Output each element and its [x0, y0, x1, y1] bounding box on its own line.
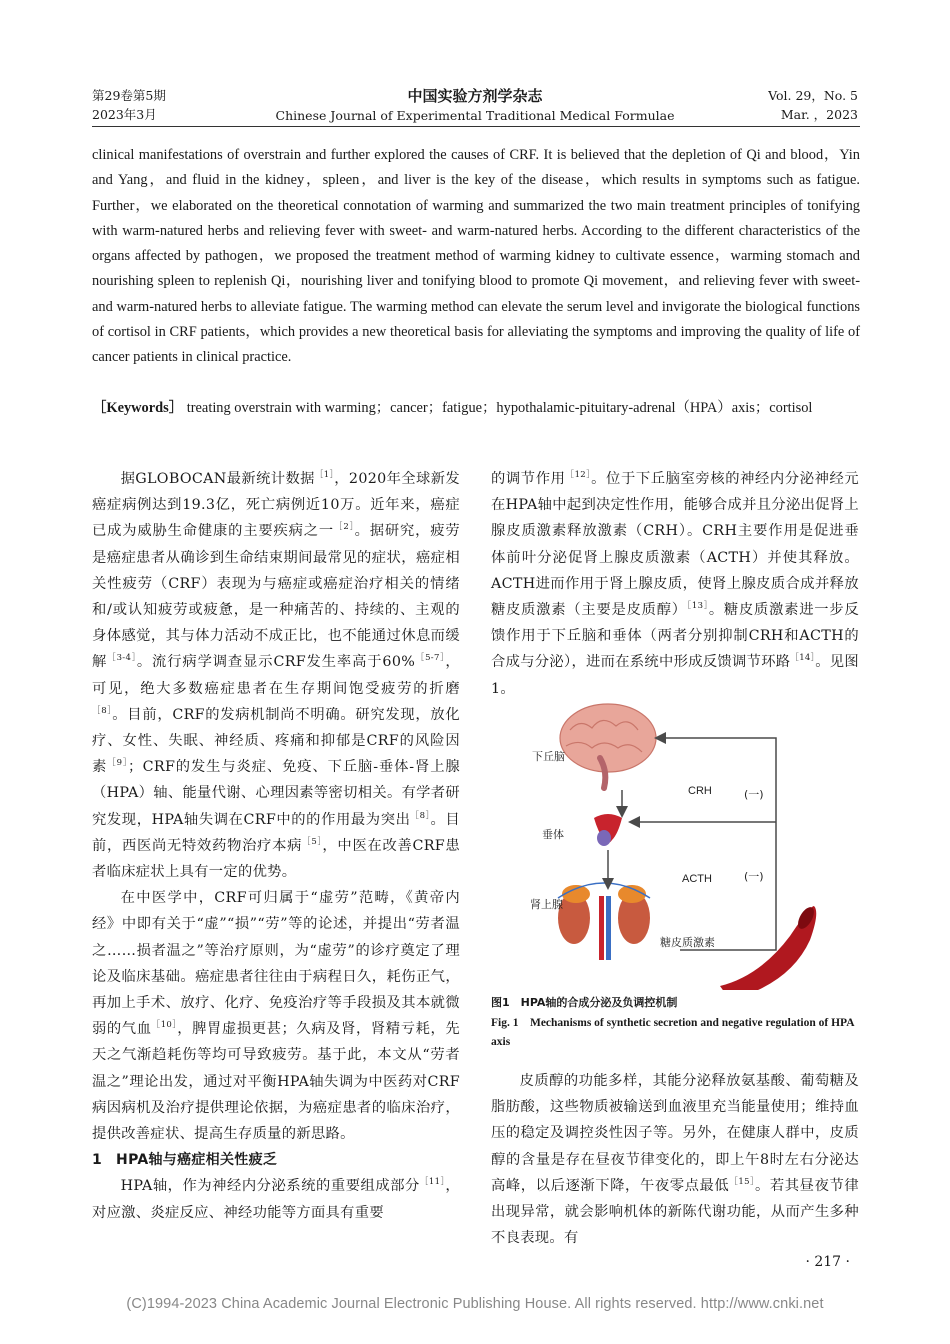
text-run: 。见图1。	[491, 654, 859, 697]
paragraph-hpa-cont	[491, 466, 859, 702]
section-title: HPA轴与癌症相关性疲乏	[116, 1152, 278, 1169]
text-run: 。若其昼夜节律出现异常，就会影响机体的新陈代谢功能，从而产生多种不良表现。有	[491, 1177, 859, 1247]
label-glucocorticoid: 糖皮质激素	[660, 936, 715, 949]
abstract-text: clinical manifestations of overstrain and further explored the causes of CRF. It is believed that the depletion of Qi and blood，Yin and Yang，and fluid in the kidney，spleen，and liver is the key of the disease，which results in symptoms such as fatigue. Further，we elaborated on the theoretical connotation of warming and summarized the two main treatment principles of tonifying with warm-natured herbs and relieving fever with sweet- and warm-natured herbs. According to the different characteristics of the organs affected by pathogen，we proposed the treatment method of warming kidney to cultivate essence，warming stomach and nourishing spleen to replenish Qi，nourishing liver and tonifying blood to promote Qi movement，and relieving fever with sweet- and warm-natured herbs to alleviate fatigue. The warming method can elevate the serum level and invigorate the biological functions of cortisol in CRF patients，which provides a new theoretical basis for alleviating the symptoms and improving the quality of life of cancer patients in clinical practice.	[92, 147, 860, 366]
right-column-top	[491, 466, 859, 702]
citation-ref[interactable]: ［5-7］	[415, 653, 446, 664]
citation-ref[interactable]: ［5］	[302, 837, 323, 848]
figure-svg	[530, 700, 820, 990]
label-negative-1: (一)	[744, 788, 764, 801]
page-number: · 217 ·	[805, 1254, 850, 1270]
section-heading	[92, 1147, 460, 1173]
keywords-text: treating overstrain with warming；cancer；fatigue；hypothalamic-pituitary-adrenal（HPA）axis；cortisol	[186, 400, 813, 416]
citation-ref[interactable]: ［12］	[565, 470, 592, 481]
citation-ref[interactable]: ［8］	[92, 706, 113, 717]
citation-ref[interactable]: ［14］	[790, 653, 816, 664]
citation-ref[interactable]: ［9］	[107, 758, 129, 769]
right-column-bottom	[491, 1068, 859, 1251]
text-run: 。据研究，疲劳是癌症患者从确诊到生命结束期间最常见的症状，癌症相关性疲劳（CRF）表现为与癌症或癌症治疗相关的情绪和/或认知疲劳或疲惫，是一种痛苦的、持续的、主观的身体感觉，其与体力活动不成正比，也不能通过休息而缓解	[92, 523, 460, 671]
header-rule	[92, 126, 860, 127]
figure-caption-en: Fig. 1 Mechanisms of synthetic secretion and negative regulation of HPA axis	[491, 1017, 854, 1048]
section-number: 1	[92, 1152, 103, 1169]
text-run: 。流行病学调查显示CRF发生率高于60%	[136, 654, 416, 671]
citation-ref[interactable]: ［8］	[410, 810, 431, 821]
pituitary-icon	[594, 814, 622, 846]
paragraph-tcm	[92, 885, 460, 1147]
text-run: ，对应激、炎症反应、神经功能等方面具有重要	[92, 1178, 460, 1221]
text-run: 。位于下丘脑室旁核的神经内分泌神经元在HPA轴中起到决定性作用，能够合成并且分泌出促肾上腺皮质激素释放激素（CRH）。CRH主要作用是促进垂体前叶分泌促肾上腺皮质激素（ACTH）并使其释放。ACTH进而作用于肾上腺皮质，使肾上腺皮质合成并释放糖皮质激素（主要是皮质醇）	[491, 471, 859, 619]
volume-issue-en: Vol. 29，No. 5	[768, 88, 858, 103]
label-acth: ACTH	[682, 873, 712, 885]
text-run: 皮质醇的功能多样，其能分泌释放氨基酸、葡萄糖及脂肪酸，这些物质被输送到血液里充当能量使用；维持血压的稳定及调控炎性因子等。另外，在健康人群中，皮质醇的含量是存在昼夜节律变化的，即上午8时左右分泌达高峰，以后逐渐下降，午夜零点最低	[491, 1073, 859, 1194]
keywords-label: ［Keywords］	[92, 400, 184, 416]
label-pituitary: 垂体	[542, 828, 564, 841]
label-negative-2: (一)	[744, 870, 764, 883]
text-run: ，中医在改善CRF患者临床症状上具有一定的优势。	[92, 837, 461, 881]
citation-ref[interactable]: ［15］	[729, 1177, 755, 1188]
text-run: 。目前，CRF的发病机制尚不明确。研究发现，放化疗、女性、失眠、神经质、疼痛和抑郁是CRF的风险因素	[92, 706, 460, 776]
text-run: HPA轴，作为神经内分泌系统的重要组成部分	[120, 1178, 420, 1195]
citation-ref[interactable]: ［10］	[151, 1020, 178, 1031]
feedback-arrow-hypothalamus	[660, 738, 776, 950]
text-run: ，脾胃虚损更甚；久病及肾，肾精亏耗，先天之气渐趋耗伤等均可导致疲劳。基于此，本文从“劳者温之”理论出发，通过对平衡HPA轴失调为中医药对CRF病因病机及治疗提供理论依据，为癌症患者的临床治疗，提供改善症状、提高生存质量的新思路。	[92, 1021, 460, 1143]
text-run: ，2020年全球新发癌症病例达到19.3亿，死亡病例近10万。近年来，癌症已成为威胁生命健康的主要疾病之一	[92, 471, 460, 540]
label-hypothalamus: 下丘脑	[532, 750, 565, 763]
text-run: 。糖皮质激素进一步反馈作用于下丘脑和垂体（两者分别抑制CRH和ACTH的合成与分泌），进而在系统中形成反馈调节环路	[491, 602, 860, 671]
citation-ref[interactable]: ［3-4］	[107, 653, 137, 664]
volume-issue: 第29卷第5期	[92, 88, 166, 103]
citation-ref[interactable]: ［1］	[314, 470, 335, 481]
text-run: ，可见，绝大多数癌症患者在生存期间饱受疲劳的折磨	[92, 654, 460, 697]
text-run: 据GLOBOCAN最新统计数据	[120, 471, 315, 487]
publish-date-en: Mar. ，2023	[780, 107, 858, 122]
copyright-footer: (C)1994-2023 China Academic Journal Electronic Publishing House. All rights reserved. http://www.cnki.net	[126, 1296, 824, 1312]
label-adrenal: 肾上腺	[530, 898, 563, 911]
journal-title-cn: 中国实验方剂学杂志	[407, 87, 543, 105]
paragraph-cortisol	[491, 1068, 859, 1251]
figure-caption-cn: 图1 HPA轴的合成分泌及负调控机制	[491, 996, 678, 1009]
text-run: 在中医学中，CRF可归属于“虚劳”范畴，《黄帝内经》中即有关于“虚”“损”“劳”等的论述，并提出“劳者温之……损者温之”等治疗原则，为“虚劳”的诊疗奠定了理论及临床基础。癌症患者往往由于病程日久，耗伤正气，再加上手术、放疗、化疗、免疫治疗等手段损及其本就微弱的气血	[92, 890, 460, 1038]
text-run: ；CRF的发生与炎症、免疫、下丘脑-垂体-肾上腺（HPA）轴、能量代谢、心理因素等密切相关。有学者研究发现，HPA轴失调在CRF中的的作用最为突出	[92, 759, 461, 828]
paragraph-hpa	[92, 1173, 460, 1225]
citation-ref[interactable]: ［13］	[686, 601, 709, 612]
kidney-adrenal-icon	[558, 883, 650, 960]
keywords	[92, 396, 860, 421]
journal-title-en: Chinese Journal of Experimental Traditional Medical Formulae	[275, 108, 675, 123]
figure-hpa-axis	[530, 700, 820, 990]
header-right	[768, 86, 858, 124]
paragraph-intro	[92, 466, 460, 885]
text-run: 的调节作用	[491, 471, 566, 487]
citation-ref[interactable]: ［2］	[334, 522, 355, 533]
blood-vessel-icon	[720, 905, 817, 990]
text-run: 。目前，西医尚无特效药物治疗本病	[92, 811, 461, 854]
publish-date: 2023年3月	[92, 107, 157, 122]
left-column	[92, 466, 460, 1226]
brain-icon	[560, 704, 656, 788]
label-crh: CRH	[688, 785, 712, 797]
citation-ref[interactable]: ［11］	[419, 1177, 446, 1188]
